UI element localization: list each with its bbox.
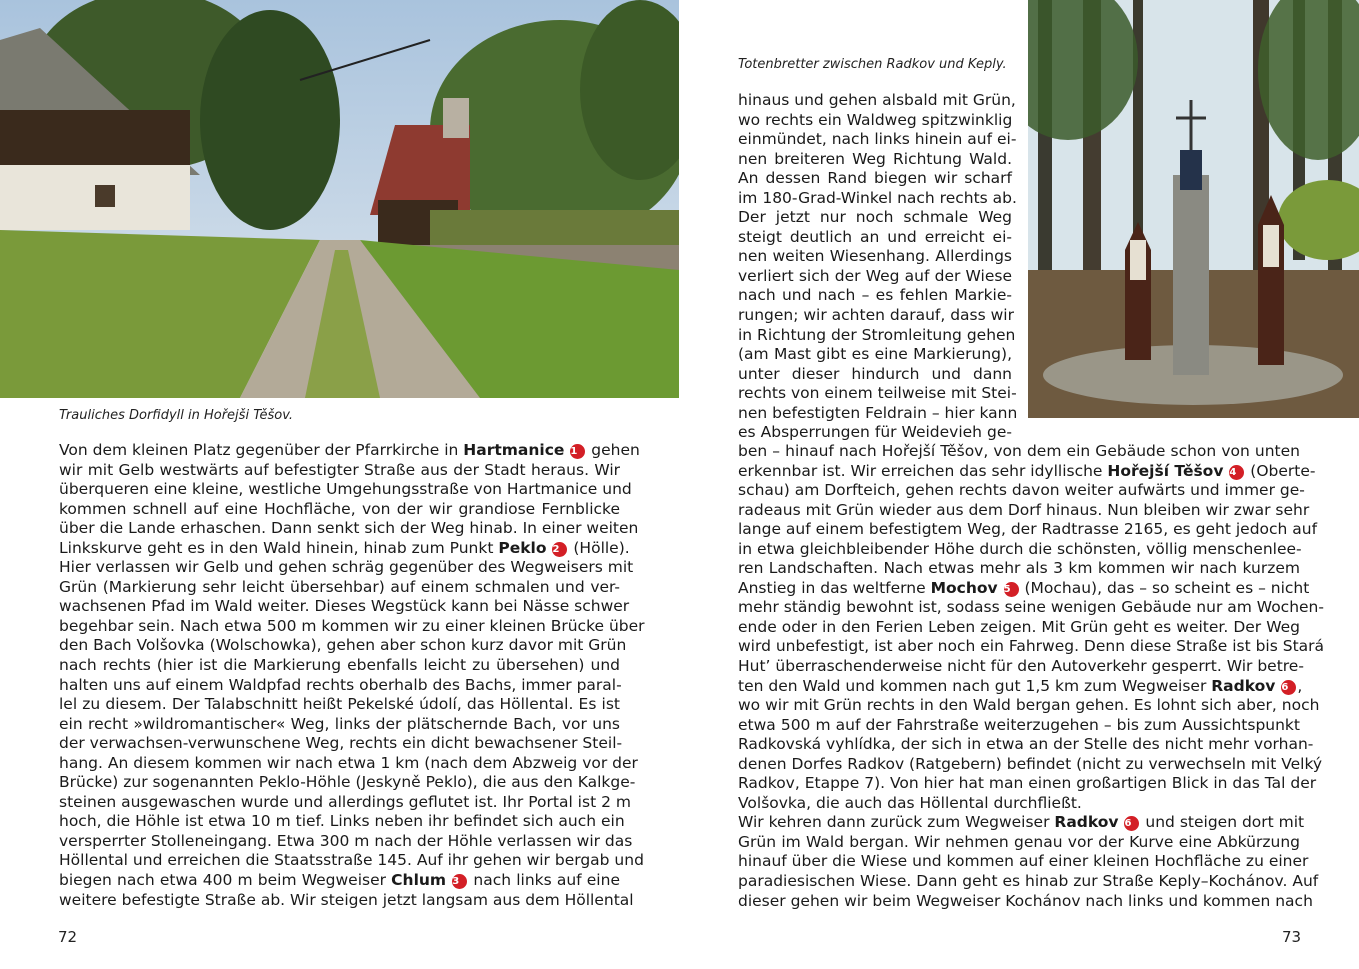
text-line: ten den Wald und kommen nach gut 1,5 km zum Wegweiser Radkov 6 ,	[738, 676, 1303, 695]
text-line: Höllental und erreichen die Staatsstraße 145. Auf ihr gehen wir bergab und	[59, 851, 644, 870]
text-line: Hut’ überraschenderweise nicht für den Autoverkehr gesperrt. Wir betre-	[738, 657, 1304, 676]
text-line: Radkovská vyhlídka, der sich in etwa an der Stelle des nicht mehr vorhan-	[738, 735, 1314, 754]
left-body-text	[59, 441, 645, 910]
text-line: steinen ausgewaschen wurde und allerdings geflutet ist. Ihr Portal ist 2 m	[59, 792, 631, 811]
text-line: paradiesischen Wiese. Dann geht es hinab zur Straße Keply–Kochánov. Auf	[738, 872, 1319, 891]
text-line: es Absperrungen für Weidevieh ge-	[738, 423, 1012, 442]
text-line: biegen nach etwa 400 m beim Wegweiser Chlum 3 nach links auf eine	[59, 871, 620, 890]
waypoint-marker-badge: 4	[1229, 465, 1244, 480]
text-line: hinaus und gehen alsbald mit Grün,	[738, 91, 1016, 109]
waypoint-marker-badge: 3	[452, 874, 467, 889]
text-line: verliert sich der Weg auf der Wiese	[738, 266, 1012, 285]
text-line: erkennbar ist. Wir erreichen das sehr idyllische Hořejší Těšov 4 (Oberte-	[738, 461, 1316, 480]
place-name: Radkov	[1054, 813, 1119, 832]
place-name: Mochov	[930, 578, 998, 597]
text-line: Wir kehren dann zurück zum Wegweiser Radkov 6 und steigen dort mit	[738, 813, 1305, 832]
waypoint-marker-badge: 1	[570, 444, 585, 459]
text-line: lange auf einem befestigtem Weg, der Radtrasse 2165, es geht jedoch auf	[738, 520, 1318, 539]
text-line: wo wir mit Grün rechts in den Wald bergan gehen. Es lohnt sich aber, noch	[738, 696, 1320, 715]
text-line: unter dieser hindurch und dann	[738, 364, 1012, 383]
waypoint-marker-badge: 6	[1281, 680, 1296, 695]
text-line: ende oder in den Ferien Leben zeigen. Mit Grün geht es weiter. Der Weg	[738, 617, 1300, 636]
village-photo	[0, 0, 679, 398]
text-line: begehbar sein. Nach etwa 500 m kommen wir zu einer kleinen Brücke über	[59, 616, 645, 635]
waypoint-marker-badge: 6	[1124, 816, 1139, 831]
text-line: Hier verlassen wir Gelb und gehen schräg gegenüber des Wegweisers mit	[59, 558, 634, 577]
text-line: über die Lande erhaschen. Dann senkt sich der Weg hinab. In einer weiten	[59, 519, 639, 538]
text-line: ren Landschaften. Nach etwas mehr als 3 km kommen wir nach kurzem	[738, 559, 1300, 578]
waypoint-marker-badge: 5	[1004, 582, 1019, 597]
photo-caption-left: Trauliches Dorfidyll in Hořejši Těšov.	[59, 408, 294, 423]
text-line: nach und nach – es fehlen Markie-	[738, 286, 1012, 305]
text-line: nen befestigten Feldrain – hier kann	[738, 403, 1018, 422]
text-line: wachsenen Pfad im Wald weiter. Dieses Wegstück kann bei Nässe schwer	[59, 597, 630, 616]
photo-caption-right: Totenbretter zwischen Radkov und Keply.	[738, 57, 1007, 72]
text-line: kommen schnell auf eine Hochfläche, von der wir grandiose Fernblicke	[59, 499, 620, 518]
place-name: Peklo	[498, 538, 547, 557]
place-name: Chlum	[391, 871, 447, 890]
text-line: ein recht »wildromantischer« Weg, links der plätschernde Bach, vor uns	[59, 714, 620, 733]
text-line: wird unbefestigt, ist aber noch ein Fahrweg. Denn diese Straße ist bis Stará	[738, 637, 1325, 656]
waypoint-marker-badge: 2	[552, 542, 567, 557]
text-line: nen breiteren Weg Richtung Wald.	[738, 149, 1012, 168]
forest-cross-photo	[1028, 0, 1359, 418]
place-name: Hořejší Těšov	[1107, 461, 1224, 480]
text-line: mehr ständig bewohnt ist, sodass seine wenigen Gebäude nur am Wochen-	[738, 598, 1324, 617]
text-line: radeaus mit Grün wieder aus dem Dorf hinaus. Nun bleiben wir zwar sehr	[738, 500, 1310, 519]
text-line: ben – hinauf nach Hořejší Těšov, von dem ein Gebäude schon von unten	[738, 442, 1300, 460]
text-line: weitere befestigte Straße ab. Wir steigen jetzt langsam aus dem Höllental	[59, 890, 634, 909]
page-number-right: 73	[1282, 928, 1302, 946]
right-body-text-wide	[738, 442, 1325, 911]
text-line: Grün im Wald bergan. Wir nehmen genau vor der Kurve eine Abkürzung	[738, 832, 1300, 851]
text-line: (am Mast gibt es eine Markierung),	[738, 345, 1012, 364]
text-line: denen Dorfes Radkov (Ratgebern) befindet (nicht zu verwechseln mit Velký	[738, 754, 1323, 773]
text-line: Radkov, Etappe 7). Von hier hat man einen großartigen Blick in das Tal der	[738, 774, 1317, 793]
text-line: einmündet, nach links hinein auf ei-	[738, 130, 1017, 149]
place-name: Radkov	[1211, 676, 1276, 695]
text-line: wo rechts ein Waldweg spitzwinklig	[738, 110, 1013, 129]
text-line: dieser gehen wir beim Wegweiser Kochánov nach links und kommen nach	[738, 891, 1313, 910]
text-line: steigt deutlich an und erreicht ei-	[738, 227, 1012, 246]
text-line: etwa 500 m auf der Fahrstraße weiterzugehen – bis zum Aussichtspunkt	[738, 715, 1300, 734]
text-line: in Richtung der Stromleitung gehen	[738, 325, 1016, 344]
text-line: im 180-Grad-Winkel nach rechts ab.	[738, 188, 1017, 207]
text-line: Der jetzt nur noch schmale Weg	[738, 208, 1012, 227]
place-name: Hartmanice	[463, 441, 565, 459]
text-line: in etwa gleichbleibender Höhe durch die schönsten, völlig menschenlee-	[738, 539, 1302, 558]
text-line: nen weiten Wiesenhang. Allerdings	[738, 247, 1012, 266]
text-line: der verwachsen-verwunschene Weg, rechts ein dicht bewachsener Steil-	[59, 734, 623, 753]
text-line: schau) am Dorfteich, gehen rechts davon weiter aufwärts und immer ge-	[738, 481, 1305, 500]
text-line: wir mit Gelb westwärts auf befestigter Straße aus der Stadt heraus. Wir	[59, 460, 620, 479]
page-number-left: 72	[58, 928, 78, 946]
text-line: Anstieg in das weltferne Mochov 5 (Mochau), das – so scheint es – nicht	[738, 578, 1310, 597]
right-body-text-narrow	[738, 91, 1018, 443]
text-line: An dessen Rand biegen wir scharf	[738, 169, 1012, 188]
text-line: überqueren eine kleine, westliche Umgehungsstraße von Hartmanice und	[59, 480, 632, 499]
text-line: nach rechts (hier ist die Markierung ebenfalls leicht zu übersehen) und	[59, 656, 620, 675]
text-line: Von dem kleinen Platz gegenüber der Pfarrkirche in Hartmanice 1 gehen	[59, 441, 640, 459]
text-line: den Bach Volšovka (Wolschowka), gehen aber schon kurz davor mit Grün	[59, 636, 627, 655]
text-line: hinauf über die Wiese und kommen auf einer kleinen Hochfläche zu einer	[738, 852, 1309, 871]
text-line: hang. An diesem kommen wir nach etwa 1 km (nach dem Abzweig vor der	[59, 753, 638, 772]
text-line: Grün (Markierung sehr leicht übersehbar) auf einem schmalen und ver-	[59, 577, 620, 596]
text-line: Linkskurve geht es in den Wald hinein, hinab zum Punkt Peklo 2 (Hölle).	[59, 538, 630, 557]
text-line: versperrter Stolleneingang. Etwa 300 m nach der Höhle verlassen wir das	[59, 831, 633, 850]
text-line: Volšovka, die auch das Höllental durchfließt.	[738, 793, 1082, 812]
text-line: rechts von einem teilweise mit Stei-	[738, 384, 1017, 403]
text-line: lel zu diesem. Der Talabschnitt heißt Pekelské údolí, das Höllental. Es ist	[59, 695, 620, 714]
text-line: rungen; wir achten darauf, dass wir	[738, 306, 1014, 325]
text-line: hoch, die Höhle ist etwa 10 m tief. Links neben ihr befindet sich auch ein	[59, 812, 625, 831]
text-line: Brücke) zur sogenannten Peklo-Höhle (Jeskyně Peklo), die aus den Kalkge-	[59, 773, 636, 792]
text-line: halten uns auf einem Waldpfad rechts oberhalb des Bachs, immer paral-	[59, 675, 622, 694]
